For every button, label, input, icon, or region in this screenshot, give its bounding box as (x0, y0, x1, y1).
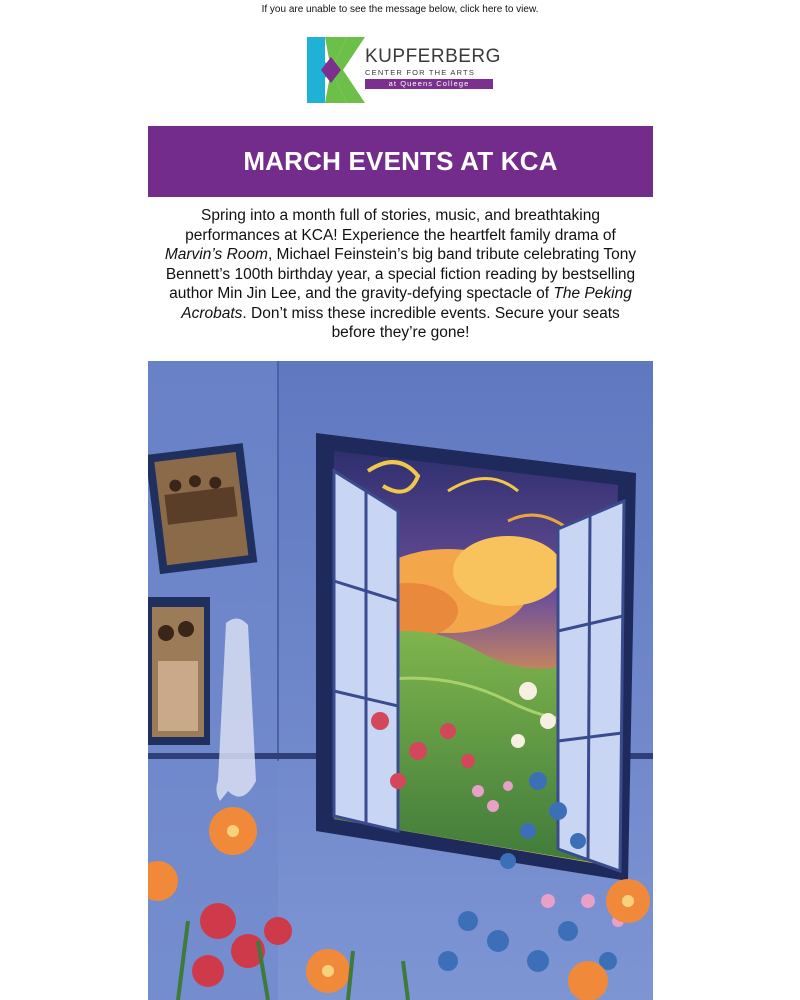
intro-text-3: . Don’t miss these incredible events. Secure your seats before they’re gone! (242, 304, 620, 341)
kca-logo-mark-icon (307, 37, 365, 103)
logo-subtitle: CENTER FOR THE ARTS (365, 68, 476, 77)
kupferberg-logo[interactable] (307, 37, 501, 103)
preheader (0, 4, 800, 15)
intro-text-2: , Michael Feinstein’s big band tribute celebrating Tony Bennett’s 100th birthday year, a special fiction reading by bestselling author Min Jin Lee, and the gravity-defying spectacle of (165, 246, 637, 302)
illustrated-room-window-icon (148, 361, 653, 1000)
intro-text-1: Spring into a month full of stories, music, and breathtaking performances at KCA! Experience the heartfelt family drama of (185, 207, 616, 244)
view-in-browser-link[interactable]: If you are unable to see the message below, click here to view. (261, 4, 539, 15)
intro-paragraph (158, 206, 643, 343)
intro-title-peking-acrobats: The Peking Acrobats (181, 285, 632, 322)
logo-college-label: at Queens College (365, 79, 493, 89)
intro-title-marvins-room: Marvin’s Room (164, 246, 268, 263)
banner-title: MARCH EVENTS AT KCA (243, 146, 558, 176)
events-banner (148, 126, 653, 197)
hero-illustration[interactable] (148, 361, 653, 1000)
logo-name: KUPFERBERG (365, 46, 501, 67)
